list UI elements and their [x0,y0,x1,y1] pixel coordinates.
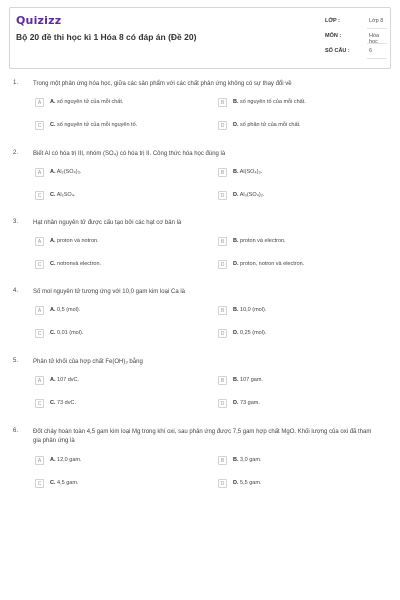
question-number: 4. [13,288,19,294]
option-text: Al₂SO₄. [56,192,76,198]
option-letter-box: D [218,260,227,269]
option-d[interactable] [218,121,368,131]
option-d[interactable] [218,399,368,409]
question-number: 1. [13,80,19,86]
option-letter-box: C [35,329,44,338]
option-a[interactable] [35,306,185,316]
option-mark: A. [50,307,56,313]
question-text: Phân tử khối của hợp chất Fe(OH)₃ bằng [33,359,143,365]
option-letter-box: C [35,479,44,488]
option-text: 5,5 gam. [240,480,262,486]
option-text: Al(SO₄)₃. [239,169,263,175]
option-d[interactable] [218,329,368,339]
option-c[interactable] [35,479,185,489]
meta-underline [367,43,387,44]
quizizz-logo: Quizizz [16,14,62,27]
option-letter-box: C [35,121,44,130]
option-text: số nguyên tử của mỗi nguyên tố. [57,122,138,128]
question-number: 5. [13,358,19,364]
option-text: 4,5 gam. [57,480,79,486]
option-text: 0,5 (mol). [57,307,81,313]
option-letter-box: A [35,456,44,465]
option-a[interactable] [35,237,185,247]
meta-value: 6 [369,48,373,54]
option-mark: B. [233,377,239,383]
option-mark: A. [50,377,56,383]
option-text: 73 dvC. [57,400,76,406]
option-mark: D. [233,122,239,128]
option-d[interactable] [218,479,368,489]
option-b[interactable] [218,168,368,178]
option-letter-box: D [218,329,227,338]
option-text: Al₃(SO₄)₂. [239,192,265,198]
meta-underline [367,58,387,59]
option-mark: C. [50,261,56,267]
option-b[interactable] [218,306,368,316]
option-mark: D. [233,261,239,267]
option-text: số nguyên tử của mỗi chất. [57,99,124,105]
option-d[interactable] [218,191,368,201]
option-text: 107 dvC. [57,377,80,383]
option-text: 10,0 (mol). [240,307,267,313]
option-mark: D. [233,480,239,486]
meta-value: Lớp 8 [369,18,384,24]
question-text: Biết Al có hóa trị III, nhóm (SO₄) có hóa trị II. Công thức hóa học đúng là [33,151,226,157]
option-text: 107 gam. [240,377,263,383]
option-mark: C. [50,330,56,336]
option-mark: B. [233,307,239,313]
option-letter-box: D [218,399,227,408]
option-b[interactable] [218,98,368,108]
question-text: Trong một phản ứng hóa học, giữa các sản phẩm với các chất phản ứng không có sự thay đổi về [33,81,292,87]
question-number: 2. [13,150,19,156]
meta-label: LỚP : [325,18,340,24]
option-letter-box: C [35,399,44,408]
option-mark: C. [50,400,56,406]
option-mark: B. [233,457,239,463]
meta-label: SỐ CÂU : [325,48,350,54]
option-text: Al₂(SO₄)₃. [56,169,82,175]
option-letter-box: B [218,306,227,315]
meta-row-question-count [325,45,387,60]
option-c[interactable] [35,260,185,270]
meta-row-class [325,15,387,30]
meta-row-subject [325,30,387,45]
meta-underline [367,28,387,29]
option-text: 3,0 gam. [240,457,262,463]
option-text: số phân tử của mỗi chất. [240,122,301,128]
option-letter-box: B [218,376,227,385]
option-letter-box: B [218,237,227,246]
option-mark: D. [233,400,239,406]
option-d[interactable] [218,260,368,270]
option-mark: D. [233,330,239,336]
option-c[interactable] [35,329,185,339]
option-mark: D. [233,192,239,198]
option-letter-box: A [35,306,44,315]
option-mark: A. [50,238,56,244]
question-text: Đốt cháy hoàn toàn 4,5 gam kim loại Mg trong khí oxi, sau phản ứng được 7,5 gam hợp chất MgO. Khối lượng của oxi đã tham gia phản ứng là [33,429,372,444]
meta-value: Hóa học [369,33,380,45]
option-mark: C. [50,122,56,128]
option-b[interactable] [218,237,368,247]
option-text: 0,25 (mol). [240,330,267,336]
option-mark: A. [50,457,56,463]
option-mark: B. [233,238,239,244]
option-letter-box: D [218,479,227,488]
question-number: 6. [13,428,19,434]
question-number: 3. [13,219,19,225]
option-letter-box: D [218,191,227,200]
option-c[interactable] [35,121,185,131]
option-letter-box: D [218,121,227,130]
option-letter-box: A [35,98,44,107]
option-letter-box: B [218,98,227,107]
option-text: 12,0 gam. [57,457,82,463]
option-text: 73 gam. [240,400,260,406]
option-text: proton, notron và electron. [240,261,305,267]
worksheet-title: Bộ 20 đề thi học kì 1 Hóa 8 có đáp án (Đề 20) [16,32,197,42]
option-mark: C. [50,480,56,486]
option-a[interactable] [35,376,185,386]
option-b[interactable] [218,376,368,386]
option-text: notronvà electron. [57,261,102,267]
option-a[interactable] [35,98,185,108]
option-a[interactable] [35,168,185,178]
option-letter-box: B [218,456,227,465]
option-letter-box: A [35,237,44,246]
meta-label: MÔN : [325,33,342,39]
option-mark: A. [50,169,56,175]
option-letter-box: A [35,376,44,385]
question-text: Số mol nguyên tử tương ứng với 10,0 gam kim loại Ca là [33,289,185,295]
option-text: proton và electron. [240,238,286,244]
question-text: Hạt nhân nguyên tử được cấu tạo bởi các hạt cơ bản là [33,220,182,226]
option-letter-box: C [35,191,44,200]
option-letter-box: B [218,168,227,177]
option-text: số nguyên tố của mỗi chất. [240,99,306,105]
option-mark: B. [233,169,239,175]
option-letter-box: C [35,260,44,269]
option-c[interactable] [35,191,185,201]
option-mark: C. [50,192,56,198]
option-b[interactable] [218,456,368,466]
worksheet-header [9,7,391,69]
option-mark: A. [50,99,56,105]
option-c[interactable] [35,399,185,409]
option-a[interactable] [35,456,185,466]
option-mark: B. [233,99,239,105]
option-letter-box: A [35,168,44,177]
option-text: 0,01 (mol). [57,330,84,336]
worksheet-meta [325,15,387,60]
option-text: proton và notron. [57,238,99,244]
